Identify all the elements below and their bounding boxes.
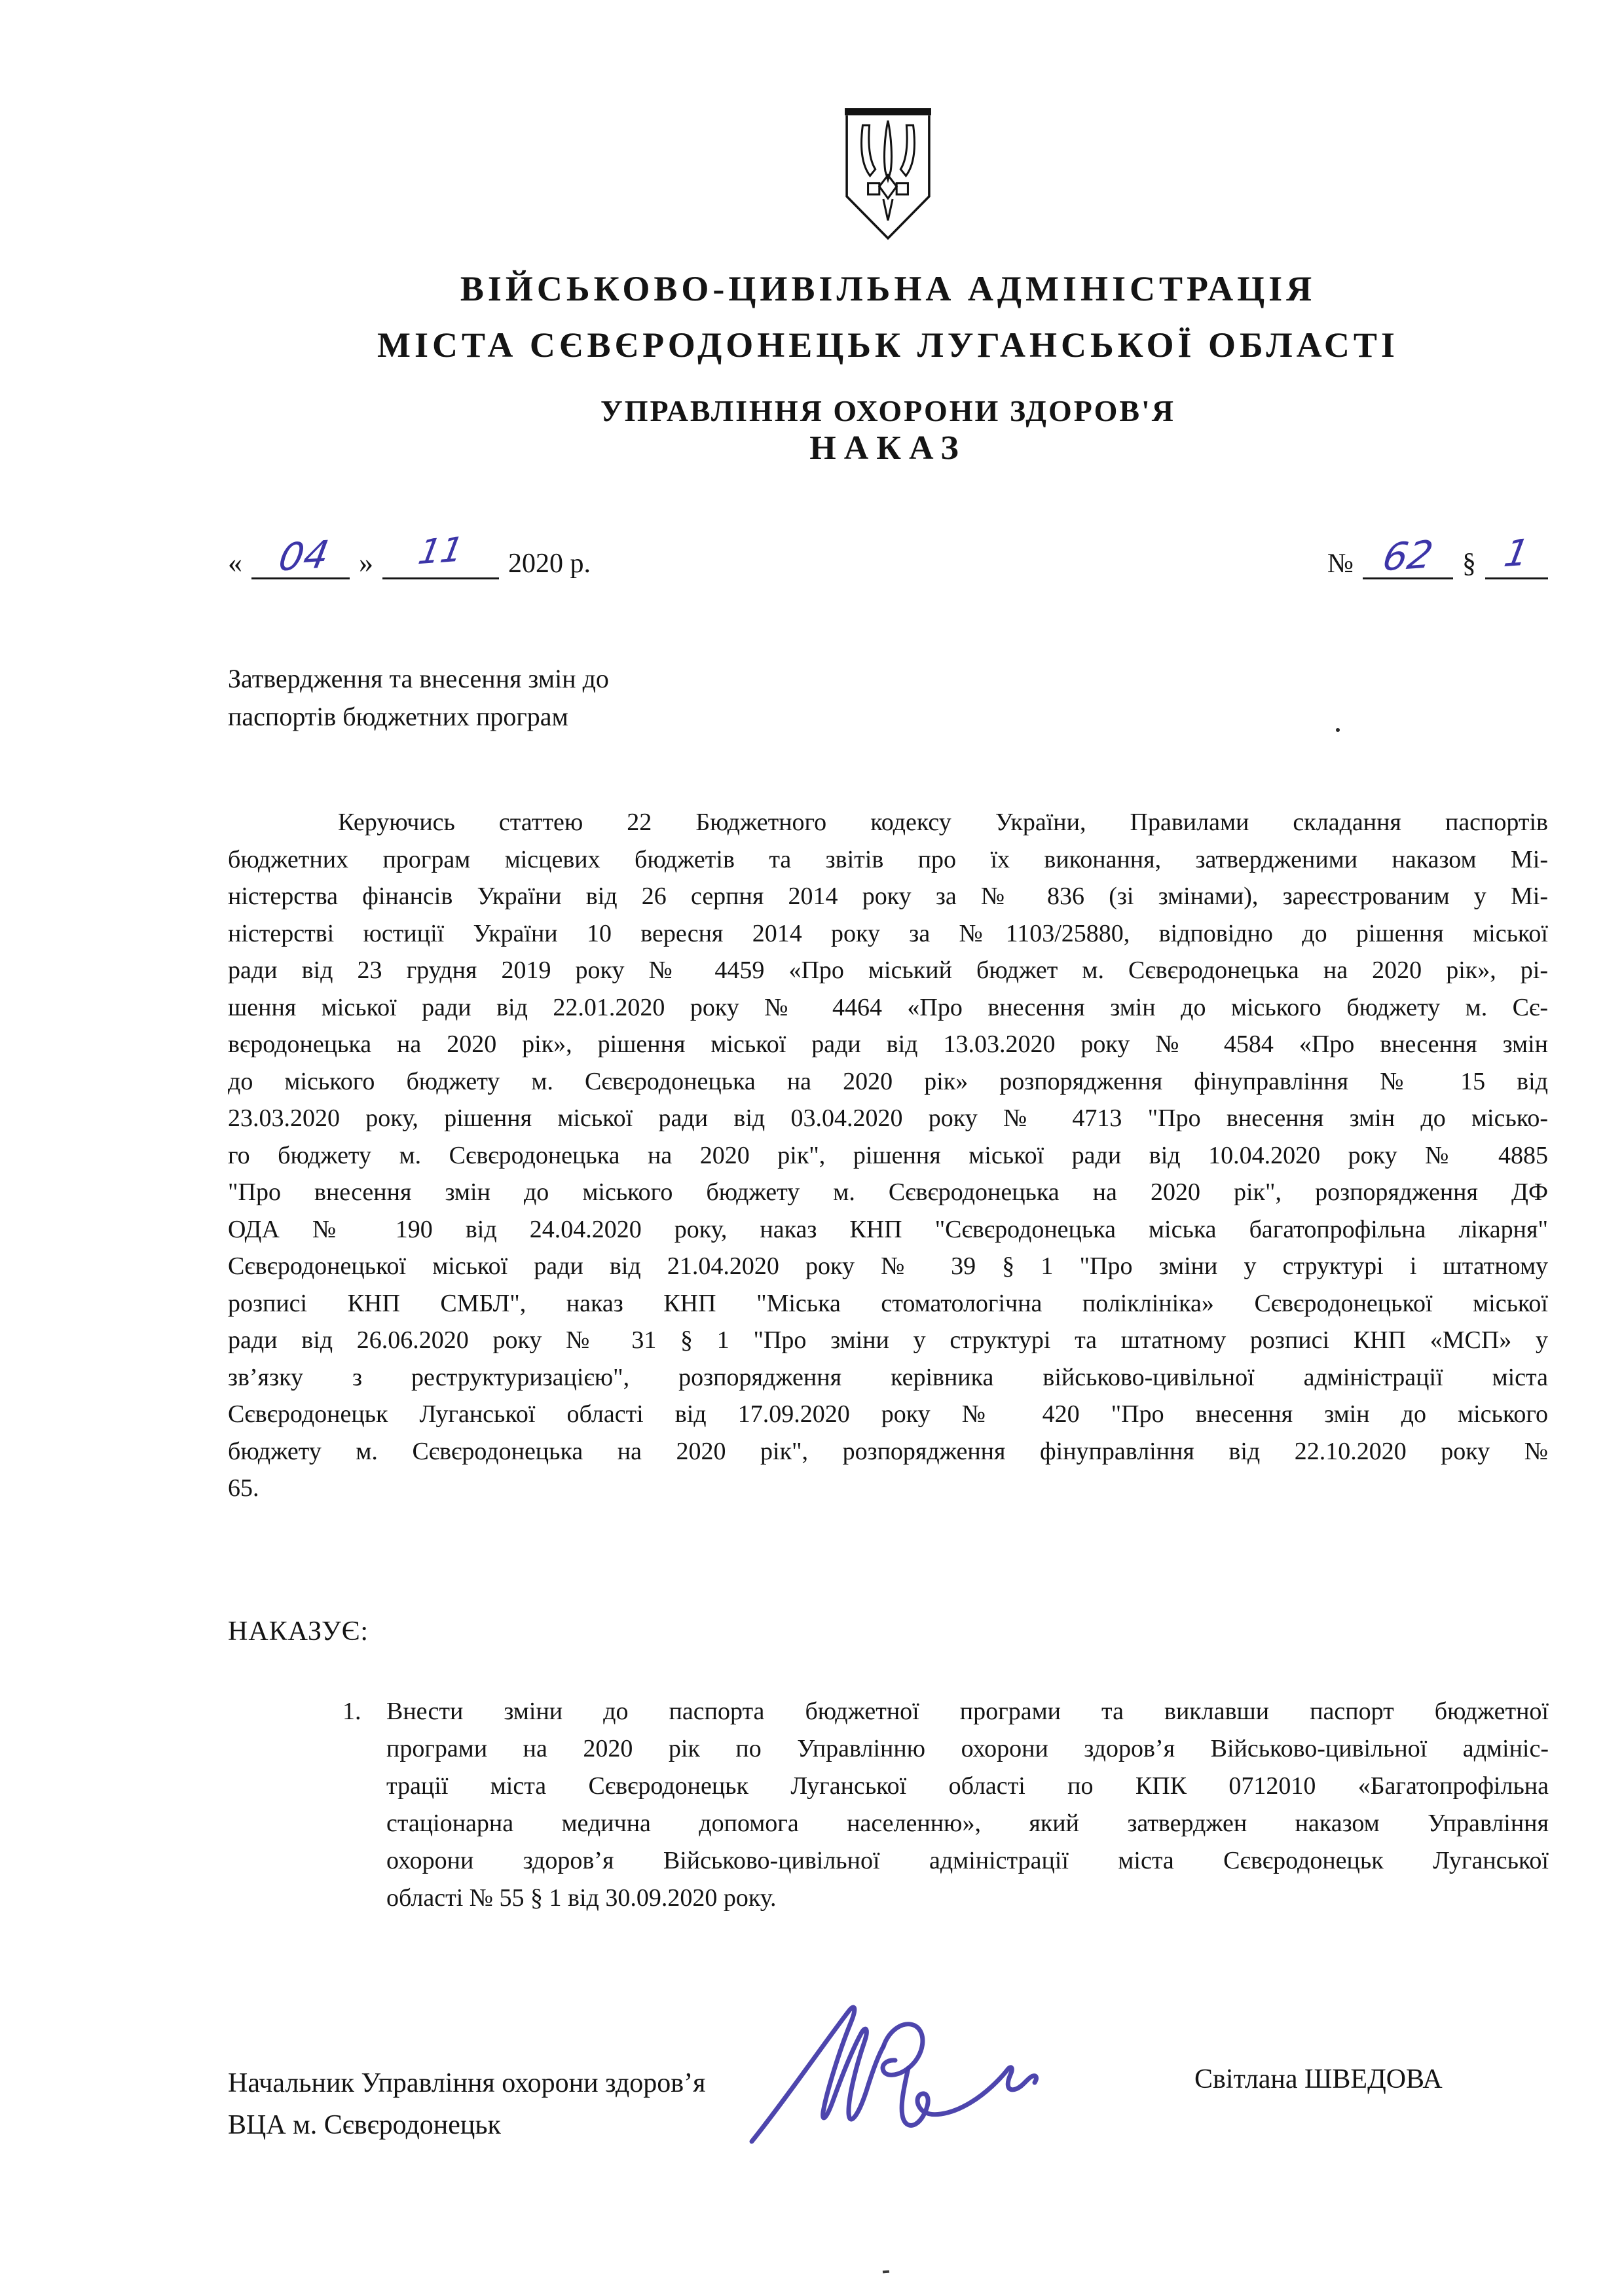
body-line: го бюджету м. Сєвєродонецька на 2020 рік", рішення міської ради від 10.04.2020 року № 4885 bbox=[228, 1141, 1548, 1169]
scan-artifact-dot bbox=[1336, 728, 1340, 732]
date-day-handwritten: 04 bbox=[275, 532, 333, 580]
order-item-line: стаціонарна медична допомога населенню», який затверджен наказом Управління bbox=[386, 1810, 1549, 1837]
subject-line2: паспортів бюджетних програм bbox=[228, 702, 568, 731]
order-item-line: трації міста Сєвєродонецьк Луганської області по КПК 0712010 «Багатопрофільна bbox=[386, 1772, 1549, 1800]
order-item-1 bbox=[342, 1693, 1549, 1917]
paragraph-handwritten: 1 bbox=[1501, 531, 1532, 576]
number-label: № bbox=[1327, 549, 1354, 579]
org-header bbox=[228, 261, 1548, 431]
body-line: Сєвєродонецьк Луганської області від 17.09.2020 року № 420 "Про внесення змін до міського bbox=[228, 1400, 1548, 1428]
body-line: до міського бюджету м. Сєвєродонецька на 2020 рік» розпорядження фінуправління № 15 від bbox=[228, 1067, 1548, 1095]
document-type-title: НАКАЗ bbox=[809, 429, 967, 467]
body-line: бюджетних програм місцевих бюджетів та звітів про їх виконання, затвердженими наказом Мі- bbox=[228, 845, 1548, 873]
paragraph-label: § bbox=[1462, 549, 1476, 579]
order-item-number: 1. bbox=[342, 1698, 361, 1725]
body-line: бюджету м. Сєвєродонецька на 2020 рік", розпорядження фінуправління від 22.10.2020 року № bbox=[228, 1437, 1548, 1465]
body-line: ністерстві юстиції України 10 вересня 2014 року за №1103/25880, відповідно до рішення міської bbox=[228, 919, 1548, 947]
subject-block bbox=[228, 660, 609, 736]
order-item-line: охорони здоров’я Військово-цивільної адміністрації міста Сєвєродонецьк Луганської bbox=[386, 1847, 1549, 1874]
decree-label: НАКАЗУЄ: bbox=[228, 1616, 369, 1647]
date-close-quote: » bbox=[359, 547, 373, 579]
signoff-name: Світлана ШВЕДОВА bbox=[1194, 2064, 1443, 2094]
body-line: "Про внесення змін до міського бюджету м. Сєвєродонецька на 2020 рік", розпорядження ДФ bbox=[228, 1178, 1548, 1206]
signoff-role-line2: ВЦА м. Сєвєродонецьк bbox=[228, 2110, 501, 2140]
date-month-handwritten: 11 bbox=[415, 530, 466, 573]
body-line: Керуючись статтею 22 Бюджетного кодексу України, Правилами складання паспортів bbox=[338, 809, 1548, 836]
order-item-line: програми на 2020 рік по Управлінню охорони здоров’я Військово-цивільної адмініс- bbox=[386, 1735, 1549, 1762]
subject-line1: Затвердження та внесення змін до bbox=[228, 664, 609, 693]
number-blank bbox=[1363, 532, 1453, 580]
scan-artifact-dash bbox=[883, 2270, 889, 2274]
number-group bbox=[1327, 531, 1548, 580]
date-open-quote: « bbox=[228, 547, 242, 579]
body-line: ОДА № 190 від 24.04.2020 року, наказ КНП "Сєвєродонецька міська багатопрофільна лікарня" bbox=[228, 1215, 1548, 1243]
date-group bbox=[228, 530, 591, 580]
ukraine-trident-icon bbox=[843, 105, 933, 241]
body-line: ради від 26.06.2020 року № 31 § 1 "Про зміни у структурі та штатному розписі КНП «МСП» у bbox=[228, 1326, 1548, 1354]
date-year-label: 2020 р. bbox=[508, 549, 591, 579]
body-line: розписі КНП СМБЛ", наказ КНП "Міська стоматологічна поліклініка» Сєвєродонецької міської bbox=[228, 1289, 1548, 1317]
order-item-line: Внести зміни до паспорта бюджетної програми та виклавши паспорт бюджетної bbox=[386, 1698, 1549, 1725]
body-line: ністерства фінансів України від 26 серпня 2014 року за № 836 (зі змінами), зареєстрованим у Мі- bbox=[228, 883, 1548, 910]
body-line: шення міської ради від 22.01.2020 року № 4464 «Про внесення змін до міського бюджету м. Сє- bbox=[228, 993, 1548, 1021]
number-handwritten: 62 bbox=[1379, 532, 1437, 580]
org-name-line1: ВІЙСЬКОВО-ЦИВІЛЬНА АДМІНІСТРАЦІЯ bbox=[460, 269, 1316, 308]
body-line: 65. bbox=[228, 1474, 259, 1502]
preamble-paragraph bbox=[228, 804, 1548, 1507]
date-month-blank bbox=[382, 530, 499, 579]
org-name-line2: МІСТА СЄВЄРОДОНЕЦЬК ЛУГАНСЬКОЇ ОБЛАСТІ bbox=[377, 325, 1399, 365]
order-item-line: області № 55 § 1 від 30.09.2020 року. bbox=[386, 1884, 777, 1912]
signoff-role-line1: Начальник Управління охорони здоров’я bbox=[228, 2068, 706, 2098]
date-number-line bbox=[228, 530, 1548, 580]
signoff-role bbox=[228, 2062, 705, 2146]
body-line: ради від 23 грудня 2019 року № 4459 «Про міський бюджет м. Сєвєродонецька на 2020 рік», рі- bbox=[228, 957, 1548, 984]
handwritten-signature bbox=[740, 1994, 1080, 2158]
body-line: вєродонецька на 2020 рік», рішення міської ради від 13.03.2020 року № 4584 «Про внесення змін bbox=[228, 1030, 1548, 1058]
date-day-blank bbox=[251, 532, 350, 580]
org-department-line: УПРАВЛІННЯ ОХОРОНИ ЗДОРОВ'Я bbox=[600, 394, 1176, 428]
body-line: 23.03.2020 року, рішення міської ради від 03.04.2020 року № 4713 "Про внесення змін до місько- bbox=[228, 1104, 1548, 1132]
body-line: Сєвєродонецької міської ради від 21.04.2020 року № 39 § 1 "Про зміни у структурі і штатному bbox=[228, 1252, 1548, 1280]
paragraph-blank bbox=[1485, 531, 1548, 579]
order-item-text bbox=[386, 1693, 1549, 1917]
body-line: зв’язку з реструктуризацією", розпорядження керівника військово-цивільної адміністрації міста bbox=[228, 1363, 1548, 1391]
